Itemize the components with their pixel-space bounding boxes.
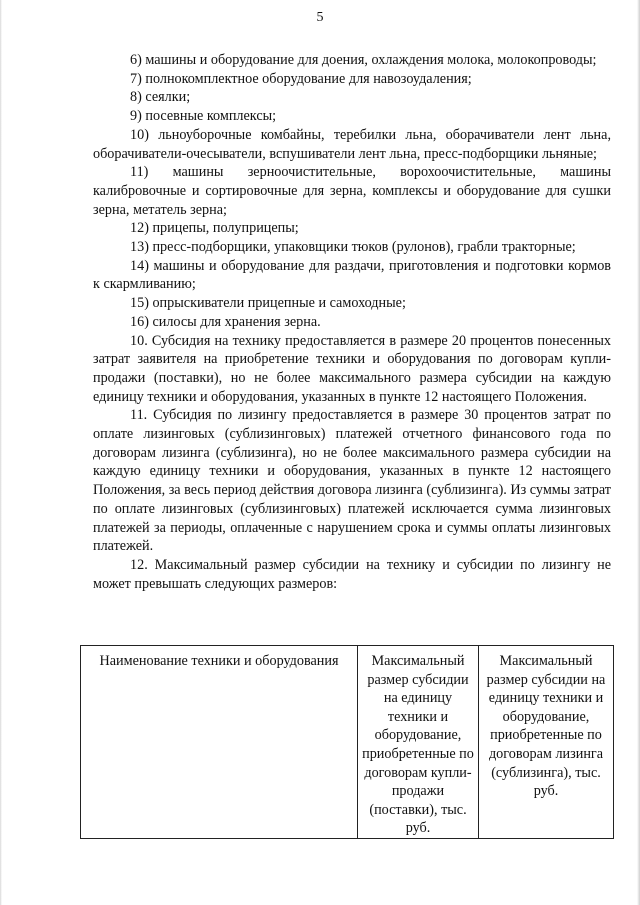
table-header-leasing: Максимальный размер субсидии на единицу техники и оборудование, приобретенные по договорам лизинга (сублизинга), тыс. руб. bbox=[479, 646, 614, 839]
scan-left-edge bbox=[0, 0, 2, 905]
list-item-10: 10) льноуборочные комбайны, теребилки льна, оборачиватели лент льна, оборачиватели-очесыватели, вспушиватели лент льна, пресс-подборщики льняные; bbox=[93, 126, 611, 162]
list-item-7: 7) полнокомплектное оборудование для навозоудаления; bbox=[130, 70, 472, 87]
table-header-row bbox=[81, 646, 614, 839]
list-item-6: 6) машины и оборудование для доения, охлаждения молока, молокопроводы; bbox=[130, 52, 597, 68]
list-item-11: 11) машины зерноочистительные, ворохоочистительные, машины калибровочные и сортировочные для зерна, комплексы и оборудование для сушки зерна, метатель зерна; bbox=[93, 164, 611, 218]
list-item-8: 8) сеялки; bbox=[130, 89, 191, 106]
list-item-12: 12) прицепы, полуприцепы; bbox=[130, 220, 299, 237]
table-header-equipment: Наименование техники и оборудования bbox=[81, 646, 358, 839]
document-body bbox=[93, 51, 611, 593]
paragraph-12: 12. Максимальный размер субсидии на технику и субсидии по лизингу не может превышать следующих размеров: bbox=[93, 556, 611, 592]
list-item-14: 14) машины и оборудование для раздачи, приготовления и подготовки кормов к скармливанию; bbox=[93, 257, 611, 293]
subsidy-table bbox=[80, 645, 614, 839]
paragraph-10: 10. Субсидия на технику предоставляется в размере 20 процентов понесенных затрат заявителя на приобретение техники и оборудования по договорам купли-продажи (поставки), но не более максимального размера субсидии на каждую единицу техники и оборудования, указанных в пункте 12 настоящего Положения. bbox=[93, 332, 611, 405]
table-header-purchase: Максимальный размер субсидии на единицу техники и оборудование, приобретенные по договорам купли-продажи (поставки), тыс. руб. bbox=[358, 646, 479, 839]
list-item-16: 16) силосы для хранения зерна. bbox=[130, 313, 321, 330]
page-number: 5 bbox=[316, 10, 324, 25]
list-item-9: 9) посевные комплексы; bbox=[130, 108, 277, 125]
list-item-13: 13) пресс-подборщики, упаковщики тюков (рулонов), грабли тракторные; bbox=[130, 239, 576, 256]
paragraph-11: 11. Субсидия по лизингу предоставляется в размере 30 процентов затрат по оплате лизинговых (сублизинговых) платежей отчетного финансового года по договорам лизинга (сублизинга), но не более максимального размера субсидии на каждую единицу техники и оборудования, указанных в пункте 12 настоящего Положения, за весь период действия договора лизинга (сублизинга). Из суммы затрат по оплате лизинговых (сублизинговых) платежей исключается сумма лизинговых платежей за периоды, оплаченные с нарушением срока и суммы оплаты лизинговых платежей. bbox=[93, 407, 611, 555]
list-item-15: 15) опрыскиватели прицепные и самоходные; bbox=[130, 295, 406, 312]
